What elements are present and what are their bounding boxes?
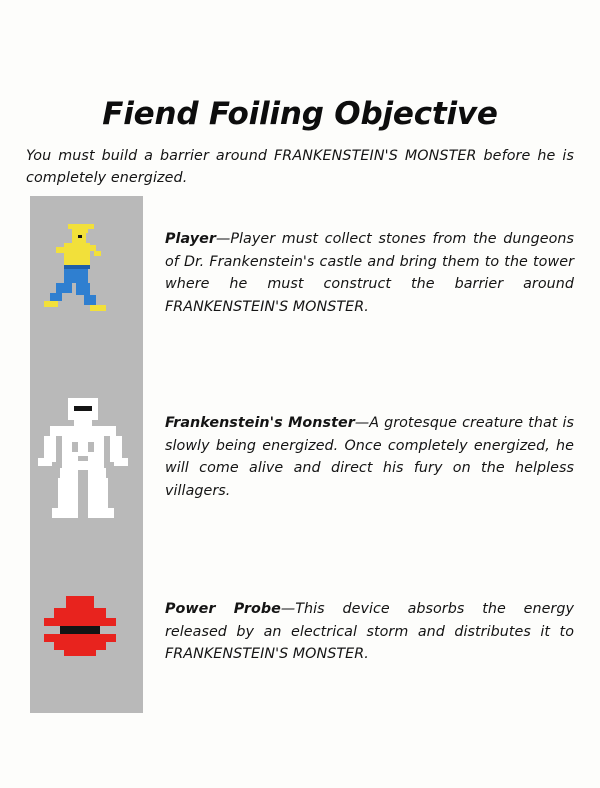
entry-frankensteins-monster [165,412,574,502]
page-title: Fiend Foiling Objective [102,96,498,132]
entry-player [165,228,574,318]
intro-paragraph: You must build a barrier around FRANKENSTEIN'S MONSTER before he is completely energized. [26,148,574,186]
monster-sprite-icon [38,398,134,528]
entry-player-text: Player must collect stones from the dungeons of Dr. Frankenstein's castle and bring them to the tower where he must construct the barrier around FRANKENSTEIN'S MONSTER. [165,231,574,315]
entry-monster-label: Frankenstein's Monster [165,415,355,431]
entry-probe-text: This device absorbs the energy released by an electrical storm and distributes it to FRANKENSTEIN'S MONSTER. [165,601,575,662]
player-sprite-icon [42,222,130,337]
entry-monster-text: A grotesque creature that is slowly being energized. Once completely energized, he will come alive and direct his fury on the helpless villagers. [165,415,574,499]
entry-player-dash: — [215,231,231,247]
entry-monster-dash: — [354,415,370,431]
entry-power-probe [165,598,574,666]
power-probe-sprite-icon [40,596,132,668]
entry-player-label: Player [165,231,216,247]
entry-probe-dash: — [280,601,296,617]
entry-probe-label: Power Probe [165,601,281,617]
